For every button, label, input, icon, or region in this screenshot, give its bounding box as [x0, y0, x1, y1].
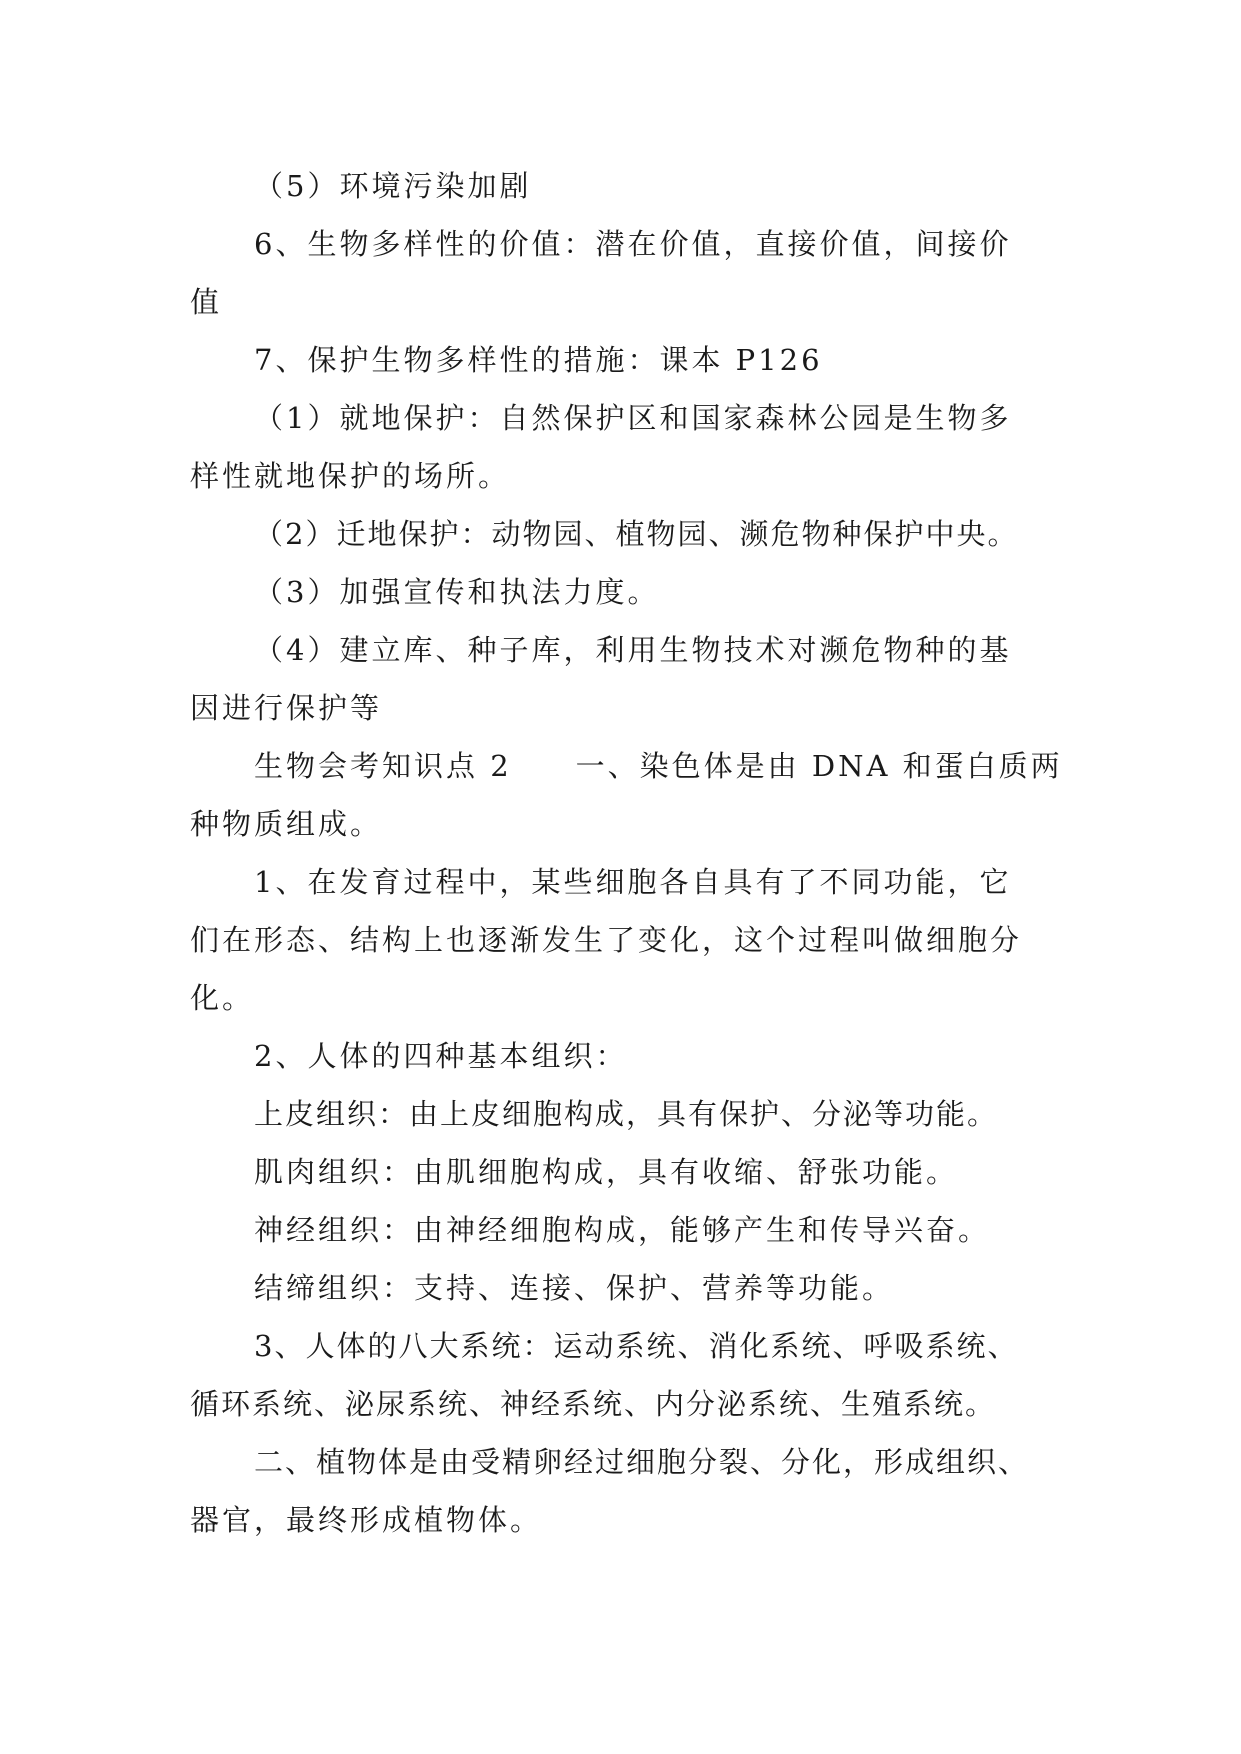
text-line: 2、人体的四种基本组织： — [254, 1039, 628, 1073]
text-line: 7、保护生物多样性的措施：课本 P126 — [254, 343, 823, 377]
text-line: 们在形态、结构上也逐渐发生了变化，这个过程叫做细胞分 — [190, 923, 1023, 957]
text-line: 1、在发育过程中，某些细胞各自具有了不同功能，它 — [254, 865, 1012, 899]
text-line: （1）就地保护：自然保护区和国家森林公园是生物多 — [254, 401, 1012, 435]
document-body — [190, 157, 1063, 1549]
text-line: 因进行保护等 — [190, 691, 383, 725]
text-line: 生物会考知识点 2 一、染色体是由 DNA 和蛋白质两 — [254, 749, 1063, 783]
text-line: （5）环境污染加剧 — [254, 169, 532, 203]
text-line: 种物质组成。 — [190, 807, 383, 841]
text-line: 肌肉组织：由肌细胞构成，具有收缩、舒张功能。 — [254, 1155, 959, 1189]
text-line: 样性就地保护的场所。 — [190, 459, 511, 493]
text-line: （4）建立库、种子库，利用生物技术对濒危物种的基 — [254, 633, 1012, 667]
text-line: 化。 — [190, 981, 255, 1015]
text-line: 循环系统、泌尿系统、神经系统、内分泌系统、生殖系统。 — [190, 1387, 997, 1421]
text-line: 值 — [190, 285, 223, 319]
text-line: 结缔组织：支持、连接、保护、营养等功能。 — [254, 1271, 895, 1305]
text-line: 3、人体的八大系统：运动系统、消化系统、呼吸系统、 — [254, 1329, 1019, 1363]
text-line: 二、植物体是由受精卵经过细胞分裂、分化，形成组织、 — [254, 1445, 1030, 1479]
text-line: 上皮组织：由上皮细胞构成，具有保护、分泌等功能。 — [254, 1097, 999, 1131]
text-line: （3）加强宣传和执法力度。 — [254, 575, 660, 609]
text-line: 6、生物多样性的价值：潜在价值，直接价值，间接价 — [254, 227, 1012, 261]
text-line: 器官，最终形成植物体。 — [190, 1503, 543, 1537]
text-line: 神经组织：由神经细胞构成，能够产生和传导兴奋。 — [254, 1213, 991, 1247]
text-line: （2）迁地保护：动物园、植物园、濒危物种保护中央。 — [254, 517, 1019, 551]
